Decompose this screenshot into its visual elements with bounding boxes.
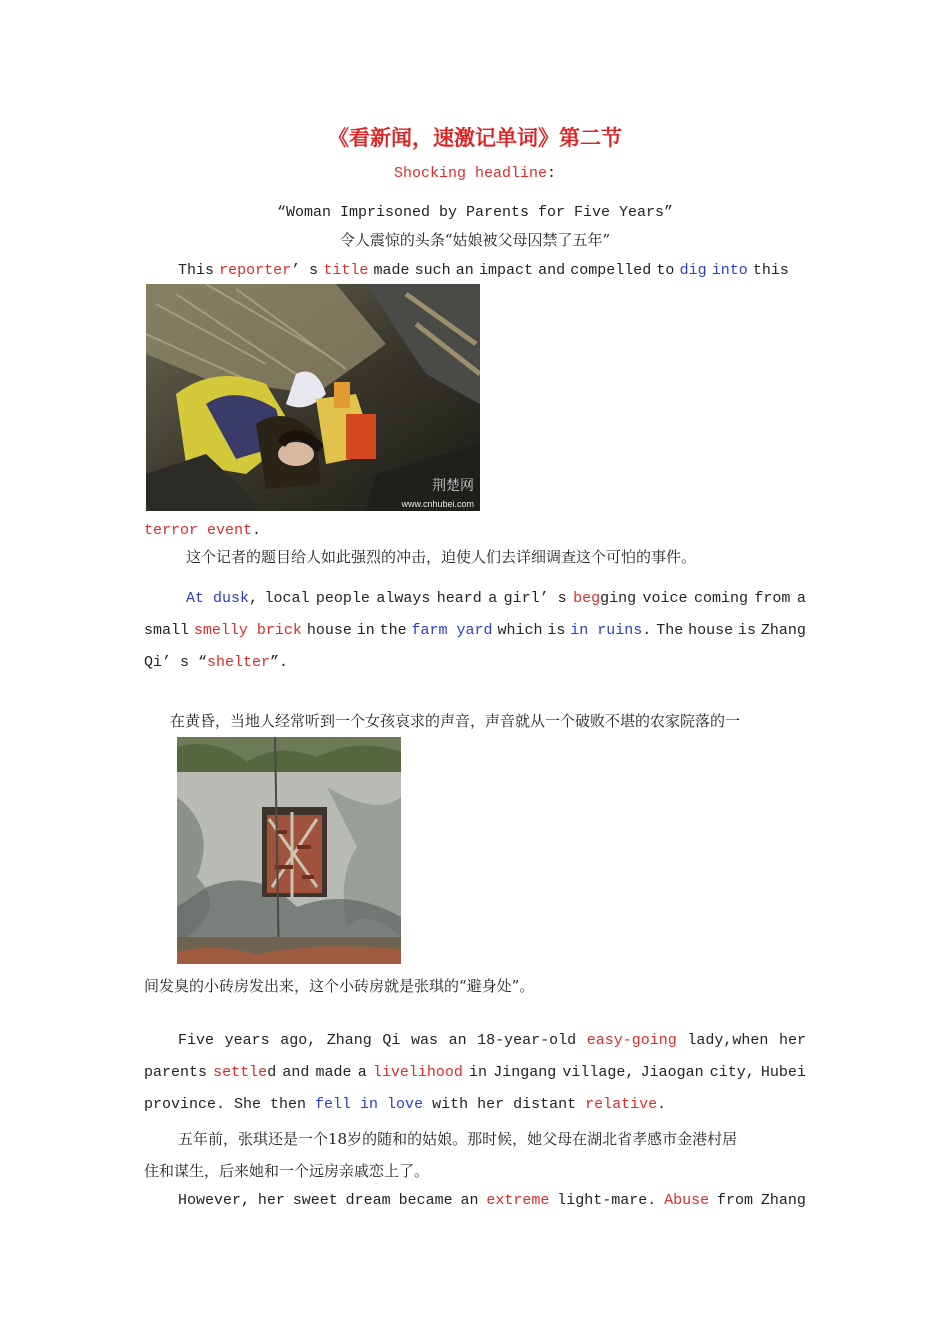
word: lady,when — [687, 1032, 769, 1049]
word: However, — [178, 1192, 251, 1209]
word: dream — [345, 1192, 391, 1209]
p1-chinese: 这个记者的题目给人如此强烈的冲击，迫使人们去详细调查这个可怕的事件。 — [186, 548, 697, 566]
headline-label: Shocking headline — [393, 165, 547, 182]
word: light-mare. — [557, 1192, 657, 1209]
p2-line-2 — [144, 622, 806, 639]
word: Qi — [382, 1032, 401, 1049]
word: in — [469, 1064, 488, 1081]
term-at-dusk: At dusk, — [186, 590, 259, 607]
word: and — [538, 262, 566, 279]
word: 18-year-old — [477, 1032, 577, 1049]
p3-chinese-1: 五年前，张琪还是一个18岁的随和的姑娘。那时候，她父母在湖北省孝感市金港村居 — [178, 1130, 738, 1148]
word: coming — [693, 590, 748, 607]
p3-line-1 — [178, 1032, 806, 1049]
word: local — [264, 590, 310, 607]
term-fell-in-love: fell in love — [315, 1096, 424, 1113]
photo-girl-illustration — [146, 284, 480, 511]
photo-brick-house — [177, 737, 401, 964]
word: became — [398, 1192, 453, 1209]
word: her — [778, 1032, 806, 1049]
term-in-ruins: in ruins. — [570, 622, 652, 639]
word-reporter: reporter — [219, 262, 292, 279]
headline-chinese: 令人震惊的头条“姑娘被父母囚禁了五年” — [339, 231, 611, 249]
text: ”. — [270, 654, 289, 671]
term-livelihood: livelihood — [372, 1064, 463, 1081]
word: voice — [642, 590, 688, 607]
p4-line-1 — [178, 1192, 806, 1209]
term-extreme: extreme — [486, 1192, 550, 1209]
word: the — [379, 622, 407, 639]
word: Jingang — [493, 1064, 557, 1081]
p3-line-3 — [144, 1096, 666, 1113]
punct: . — [252, 522, 262, 539]
photo-house-illustration — [177, 737, 401, 964]
word: from — [754, 590, 791, 607]
word: was — [410, 1032, 438, 1049]
word: The — [656, 622, 684, 639]
photo-watermark: 荆楚网 — [432, 478, 474, 494]
word: a — [357, 1064, 367, 1081]
word: compelled — [570, 262, 652, 279]
word: an — [460, 1192, 479, 1209]
word: always — [376, 590, 431, 607]
headline-colon: : — [547, 165, 557, 182]
word: house — [688, 622, 734, 639]
word: city, — [709, 1064, 755, 1081]
word: this — [752, 262, 789, 279]
word: and — [282, 1064, 310, 1081]
word: is — [547, 622, 566, 639]
p3-chinese-2: 住和谋生，后来她和一个远房亲戚恋上了。 — [144, 1162, 430, 1180]
term-abuse: Abuse — [664, 1192, 710, 1209]
word: small — [144, 622, 190, 639]
word-title: title — [323, 262, 369, 279]
p2-chinese-2: 间发臭的小砖房发出来，这个小砖房就是张琪的“避身处”。 — [144, 977, 535, 995]
term-smelly-brick: smelly brick — [193, 622, 302, 639]
text: province. She then — [144, 1096, 307, 1113]
word: parents — [144, 1064, 208, 1081]
word: in — [356, 622, 375, 639]
text: with her distant — [432, 1096, 577, 1113]
word-settled: settled — [213, 1064, 277, 1081]
word: people — [315, 590, 370, 607]
word: her — [257, 1192, 285, 1209]
term-farm-yard: farm yard — [411, 622, 493, 639]
p3-line-2 — [144, 1064, 806, 1081]
punct: . — [657, 1096, 667, 1113]
word: Hubei — [760, 1064, 806, 1081]
text: Qi’ s “ — [144, 654, 208, 671]
word-dig: dig — [679, 262, 707, 279]
word: sweet — [292, 1192, 338, 1209]
page-title: 《看新闻，速激记单词》第二节 — [328, 125, 622, 150]
word: from — [717, 1192, 754, 1209]
term-easy-going: easy-going — [586, 1032, 677, 1049]
word: such — [414, 262, 451, 279]
word: made — [373, 262, 410, 279]
word: impact — [478, 262, 533, 279]
word: years — [224, 1032, 270, 1049]
word-into: into — [711, 262, 748, 279]
term-terror-event: terror event — [144, 522, 253, 539]
word: ’ s — [291, 262, 319, 279]
word: made — [315, 1064, 352, 1081]
word: is — [738, 622, 757, 639]
word-begging: begging — [573, 590, 637, 607]
word: Zhang — [326, 1032, 372, 1049]
headline-english: “Woman Imprisoned by Parents for Five Years” — [276, 204, 674, 221]
word: girl’ s — [503, 590, 567, 607]
photo-girl-on-straw — [146, 284, 480, 511]
word: house — [306, 622, 352, 639]
word: This — [178, 262, 215, 279]
word: village, — [562, 1064, 635, 1081]
word: an — [455, 262, 474, 279]
word: ago, — [280, 1032, 317, 1049]
word: Zhang — [760, 622, 806, 639]
word: an — [448, 1032, 467, 1049]
p2-line-1 — [186, 590, 806, 607]
p2-chinese-1: 在黄昏，当地人经常听到一个女孩哀求的声音，声音就从一个破败不堪的农家院落的一 — [170, 712, 741, 730]
word: a — [796, 590, 806, 607]
headline-label-line — [0, 165, 950, 182]
term-relative: relative — [585, 1096, 658, 1113]
p1-line — [178, 262, 789, 279]
photo-watermark-url: www.cnhubei.com — [401, 499, 474, 509]
term-shelter: shelter — [207, 654, 271, 671]
p2-line-3 — [144, 654, 288, 671]
word: Zhang — [760, 1192, 806, 1209]
word: heard — [436, 590, 482, 607]
word: a — [488, 590, 498, 607]
word: which — [497, 622, 543, 639]
word: Jiaogan — [640, 1064, 704, 1081]
word: Five — [178, 1032, 215, 1049]
word: to — [656, 262, 675, 279]
p1-end — [144, 522, 261, 539]
